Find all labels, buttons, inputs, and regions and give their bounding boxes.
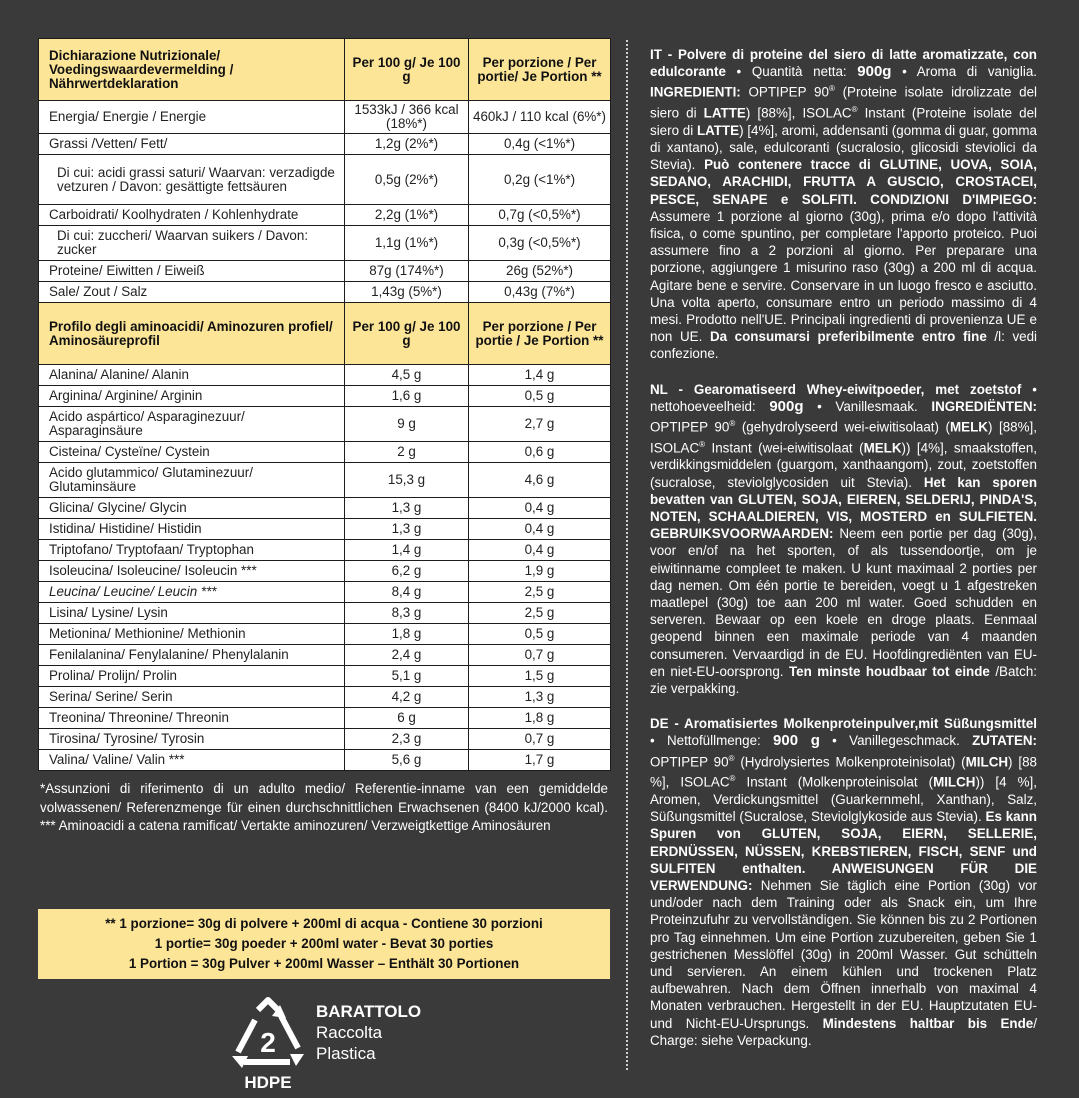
it-allergens: Può contenere tracce di GLUTINE, UOVA, SOIA, SEDANO, ARACHIDI, FRUTTA A GUSCIO, CROSTACEI, PESCE, SENAPE e SOLFITI. CONDIZIONI D'IMPIEGO: bbox=[650, 157, 1037, 207]
amino-per100: 6,2 g bbox=[345, 561, 469, 582]
de-allergens: Es kann Spuren von GLUTEN, SOJA, EIERN, SELLERIE, ERDNÜSSEN, NÜSSEN, KREBSTIEREN, FISCH, SENF und SULFITEN enthalten. ANWEISUNGEN FÜR DIE VERWENDUNG: bbox=[650, 809, 1037, 893]
nutrient-per100: 1533kJ / 366 kcal (18%*) bbox=[345, 101, 469, 134]
nl-usage: Neem een portie per dag (30g), voor en/of na het sporten, of als tussendoortje, om je eiwitinname compleet te maken. U kunt maximaal 2 porties per dag nemen. Om één portie te bereiden, voegt u 1 afgestreken maatlepel (30g) toe aan 200 ml water. Goed schudden en serveren. Bewaar op een koele en droge plaats. Eenmaal geopend binnen een maximale periode van 4 maanden consumeren. Vervaardigd in de EU. Hoofdingrediënten van EU- en niet-EU-oorsprong. bbox=[650, 526, 1037, 679]
recycle-code: HDPE bbox=[244, 1073, 292, 1092]
amino-label: Valina/ Valine/ Valin *** bbox=[39, 750, 345, 771]
nutrient-per100: 1,2g (2%*) bbox=[345, 134, 469, 155]
amino-row bbox=[39, 407, 611, 442]
amino-row bbox=[39, 519, 611, 540]
amino-label: Serina/ Serine/ Serin bbox=[39, 687, 345, 708]
de-ing3: ) [88 %], ISOLAC bbox=[650, 754, 1037, 790]
de-batch: / Charge: siehe Verpackung. bbox=[650, 1015, 1037, 1048]
amino-per100: 8,4 g bbox=[345, 582, 469, 603]
portion-line-nl: 1 portie= 30g poeder + 200ml water - Bevat 30 porties bbox=[154, 936, 494, 951]
amino-label: Glicina/ Glycine/ Glycin bbox=[39, 498, 345, 519]
amino-perportion: 2,7 g bbox=[469, 407, 611, 442]
nutrient-label: Grassi /Vetten/ Fett/ bbox=[39, 134, 345, 155]
it-aroma: • Aroma di vaniglia. bbox=[891, 64, 1037, 80]
amino-perportion: 1,8 g bbox=[469, 708, 611, 729]
amino-per100: 5,1 g bbox=[345, 666, 469, 687]
amino-per100: 1,3 g bbox=[345, 519, 469, 540]
nutrient-label: Di cui: zuccheri/ Waarvan suikers / Davon: zucker bbox=[39, 226, 345, 261]
nutrition-row bbox=[39, 282, 611, 303]
text-dutch bbox=[650, 381, 1037, 698]
portion-box bbox=[38, 909, 610, 979]
recycling-label bbox=[316, 1001, 421, 1064]
amino-label: Acido glutammico/ Glutaminezuur/ Glutaminsäure bbox=[39, 463, 345, 498]
nl-allergen-melk: MELK bbox=[863, 440, 902, 456]
de-allergen-milch: MILCH bbox=[965, 754, 1009, 770]
amino-row bbox=[39, 386, 611, 407]
amino-per100: 1,4 g bbox=[345, 540, 469, 561]
amino-perportion: 0,7 g bbox=[469, 729, 611, 750]
recycle-line-3: Plastica bbox=[316, 1044, 376, 1063]
nutrition-row bbox=[39, 155, 611, 205]
nl-ing3: ) [88%], ISOLAC bbox=[650, 419, 1037, 456]
nl-qty-label: • nettohoeveelheid: bbox=[650, 381, 1037, 414]
nl-best-before: Ten minste houdbaar tot einde bbox=[788, 663, 990, 679]
amino-per100: 4,2 g bbox=[345, 687, 469, 708]
amino-label: Istidina/ Histidine/ Histidin bbox=[39, 519, 345, 540]
nl-aroma: • Vanillesmaak. bbox=[803, 398, 932, 414]
nutrition-header-per100: Per 100 g/ Je 100 g bbox=[345, 39, 469, 101]
amino-label: Lisina/ Lysine/ Lysin bbox=[39, 603, 345, 624]
reg-mark: ® bbox=[729, 419, 736, 428]
amino-row bbox=[39, 463, 611, 498]
amino-perportion: 2,5 g bbox=[469, 582, 611, 603]
de-allergen-milch: MILCH bbox=[933, 774, 976, 790]
nutrient-perportion: 0,2g (<1%*) bbox=[469, 155, 611, 205]
it-best-before: Da consumarsi preferibilmente entro fine bbox=[709, 329, 987, 345]
nutrition-header-row bbox=[39, 39, 611, 101]
amino-per100: 9 g bbox=[345, 407, 469, 442]
amino-per100: 1,8 g bbox=[345, 624, 469, 645]
reg-mark: ® bbox=[728, 753, 735, 763]
de-ing-label: ZUTATEN: bbox=[972, 733, 1038, 749]
reg-mark: ® bbox=[699, 439, 706, 449]
amino-perportion: 1,9 g bbox=[469, 561, 611, 582]
amino-row bbox=[39, 687, 611, 708]
amino-header-perportion: Per porzione / Per portie / Je Portion ** bbox=[469, 303, 611, 365]
de-title: DE - Aromatisiertes Molkenproteinpulver,mit Süßungsmittel bbox=[650, 716, 1037, 732]
nl-ing5: )) [4%], smaakstoffen, verdikkingsmiddelen (guargom, xanthaangom), zout, zoetstoffen (sucralose, steviolglycosiden uit Stevia). bbox=[650, 440, 1037, 490]
nutrient-perportion: 460kJ / 110 kcal (6%*) bbox=[469, 101, 611, 134]
amino-row bbox=[39, 603, 611, 624]
de-best-before: Mindestens haltbar bis Ende bbox=[822, 1015, 1034, 1031]
nutrient-perportion: 26g (52%*) bbox=[469, 261, 611, 282]
reg-mark: ® bbox=[851, 105, 858, 115]
nl-batch: /Batch: zie verpakking. bbox=[650, 663, 1038, 696]
nutrition-row bbox=[39, 226, 611, 261]
portion-line-it: ** 1 porzione= 30g di polvere + 200ml di acqua - Contiene 30 porzioni bbox=[105, 916, 543, 931]
nl-ing2: (gehydrolyseerd wei-eiwitisolaat) ( bbox=[735, 419, 951, 435]
amino-row bbox=[39, 498, 611, 519]
de-ing4: Instant (Molkenproteinisolat ( bbox=[735, 774, 934, 790]
amino-row bbox=[39, 708, 611, 729]
it-allergen-latte: LATTE bbox=[703, 105, 746, 121]
nutrition-row bbox=[39, 134, 611, 155]
nutrition-header-label: Dichiarazione Nutrizionale/ Voedingswaardevermelding / Nährwertdeklaration bbox=[39, 39, 345, 101]
amino-perportion: 0,5 g bbox=[469, 386, 611, 407]
amino-per100: 5,6 g bbox=[345, 750, 469, 771]
amino-perportion: 0,4 g bbox=[469, 498, 611, 519]
amino-header-per100: Per 100 g/ Je 100 g bbox=[345, 303, 469, 365]
nutrient-per100: 87g (174%*) bbox=[345, 261, 469, 282]
amino-per100: 4,5 g bbox=[345, 365, 469, 386]
it-usage: Assumere 1 porzione al giorno (30g), prima e/o dopo l'attività fisica, o come spuntino, per completare l'apporto proteico. Puoi assumere fino a 2 porzioni al giorno. Per preparare una porzione, aggiungere 1 misurino raso (30g) a 200 ml di acqua. Agitare bene e servire. Conservare in un luogo fresco e asciutto. Una volta aperto, consumare entro un periodo massimo di 4 mesi. Prodotto nell'UE. Principali ingredienti di provenienza UE e non UE. bbox=[650, 208, 1037, 345]
amino-per100: 1,3 g bbox=[345, 498, 469, 519]
nutrient-perportion: 0,4g (<1%*) bbox=[469, 134, 611, 155]
amino-row bbox=[39, 540, 611, 561]
amino-perportion: 0,5 g bbox=[469, 624, 611, 645]
nutrition-row bbox=[39, 261, 611, 282]
amino-label: Fenilalanina/ Fenylalanine/ Phenylalanin bbox=[39, 645, 345, 666]
de-ing2: (Hydrolysiertes Molkenproteinisolat) ( bbox=[734, 754, 966, 770]
it-qty-label: • Quantità netta: bbox=[725, 64, 858, 80]
amino-header-label: Profilo degli aminoacidi/ Aminozuren profiel/ Aminosäureprofil bbox=[39, 303, 345, 365]
nutrient-per100: 0,5g (2%*) bbox=[345, 155, 469, 205]
amino-perportion: 4,6 g bbox=[469, 463, 611, 498]
it-title: IT - Polvere di proteine del siero di latte aromatizzate, con edulcorante bbox=[650, 47, 1037, 80]
it-ing3: ) [88%], ISOLAC bbox=[745, 105, 852, 121]
text-italian bbox=[650, 46, 1037, 363]
it-ing1: OPTIPEP 90 bbox=[740, 84, 829, 100]
amino-perportion: 0,4 g bbox=[469, 540, 611, 561]
de-qty: 900 g bbox=[773, 732, 820, 750]
nl-ing1: OPTIPEP 90 bbox=[650, 419, 730, 435]
de-aroma: • Vanillegeschmack. bbox=[819, 733, 973, 749]
nl-ing4: Instant (wei-eiwitisolaat ( bbox=[705, 440, 864, 456]
amino-row bbox=[39, 750, 611, 771]
amino-perportion: 1,5 g bbox=[469, 666, 611, 687]
amino-perportion: 1,4 g bbox=[469, 365, 611, 386]
amino-header-row bbox=[39, 303, 611, 365]
it-batch: /l: vedi confezione. bbox=[650, 329, 1038, 362]
de-ing5: )) [4 %], Aromen, Verdickungsmittel (Guarkernmehl, Xanthan), Salz, Süßungsmittel (Sucralose, Steviolglykoside aus Stevia). bbox=[650, 774, 1037, 825]
amino-label: Prolina/ Proliјn/ Prolin bbox=[39, 666, 345, 687]
reg-mark: ® bbox=[828, 84, 835, 94]
amino-per100: 6 g bbox=[345, 708, 469, 729]
recycle-line-2: Raccolta bbox=[316, 1023, 383, 1042]
amino-perportion: 2,5 g bbox=[469, 603, 611, 624]
amino-row bbox=[39, 666, 611, 687]
amino-perportion: 1,3 g bbox=[469, 687, 611, 708]
amino-perportion: 0,6 g bbox=[469, 442, 611, 463]
footnote: *Assunzioni di riferimento di un adulto medio/ Referentie-inname van een gemiddelde volwassenen/ Referenzmenge für einen durchschnittlichen Erwachsenen (8400 kJ/2000 kcal). *** Aminoacidi a catena ramificat/ Vertakte aminozuren/ Verzweigtkettige Aminosäuren bbox=[40, 781, 608, 833]
amino-per100: 1,6 g bbox=[345, 386, 469, 407]
dotted-divider bbox=[626, 40, 628, 1070]
amino-label: Isoleucina/ Isoleucine/ Isoleucin *** bbox=[39, 561, 345, 582]
de-qty-label: • Nettofüllmenge: bbox=[650, 733, 774, 749]
de-usage: Nehmen Sie täglich eine Portion (30g) vor und/oder nach dem Training oder als Snack ein, um Ihre Proteinzufuhr zu vervollständigen. Sie können bis zu 2 Portionen pro Tag einnehmen. Um eine Portion zuzubereiten, geben Sie 1 gestrichenen Messlöffel (30g) in 200ml Wasser. Gut schütteln und servieren. An einem kühlen und trockenen Platz aufbewahren. Nach dem Öffnen innerhalb von maximal 4 Monaten verbrauchen. Hergestellt in der EU. Hauptzutaten EU- und Nicht-EU-Ursprungs. bbox=[650, 877, 1037, 1031]
product-text bbox=[650, 46, 1037, 1067]
nutrient-per100: 2,2g (1%*) bbox=[345, 205, 469, 226]
it-allergen-latte: LATTE bbox=[696, 122, 740, 138]
amino-label: Treonina/ Threonine/ Threonin bbox=[39, 708, 345, 729]
text-german bbox=[650, 715, 1037, 1049]
amino-label: Acido aspártico/ Asparaginezuur/ Asparaginsäure bbox=[39, 407, 345, 442]
amino-per100: 2,4 g bbox=[345, 645, 469, 666]
nutrient-perportion: 0,43g (7%*) bbox=[469, 282, 611, 303]
recycling-icon bbox=[228, 996, 308, 1092]
nutrient-perportion: 0,3g (<0,5%*) bbox=[469, 226, 611, 261]
amino-per100: 15,3 g bbox=[345, 463, 469, 498]
amino-per100: 8,3 g bbox=[345, 603, 469, 624]
recycle-triangle-icon bbox=[228, 996, 308, 1092]
reg-mark: ® bbox=[729, 774, 736, 784]
amino-label: Leucina/ Leucine/ Leucin *** bbox=[39, 582, 345, 603]
nutrient-perportion: 0,7g (<0,5%*) bbox=[469, 205, 611, 226]
amino-label: Alanina/ Alanine/ Alanin bbox=[39, 365, 345, 386]
nutrient-label: Carboidrati/ Koolhydraten / Kohlenhydrate bbox=[39, 205, 345, 226]
nl-ing-label: INGREDIËNTEN: bbox=[931, 398, 1038, 414]
amino-row bbox=[39, 582, 611, 603]
nutrient-per100: 1,43g (5%*) bbox=[345, 282, 469, 303]
amino-row bbox=[39, 645, 611, 666]
amino-label: Cisteina/ Cysteïne/ Cystein bbox=[39, 442, 345, 463]
amino-perportion: 0,7 g bbox=[469, 645, 611, 666]
amino-per100: 2,3 g bbox=[345, 729, 469, 750]
nutrient-label: Proteine/ Eiwitten / Eiweiß bbox=[39, 261, 345, 282]
it-qty: 900g bbox=[857, 63, 892, 81]
nl-qty: 900g bbox=[769, 397, 804, 415]
nl-title: NL - Gearomatiseerd Whey-eiwitpoeder, met zoetstof bbox=[650, 381, 1022, 397]
nl-allergen-melk: MELK bbox=[950, 419, 988, 435]
nutrition-header-perportion: Per porzione / Per portie/ Je Portion ** bbox=[469, 39, 611, 101]
nutrient-label: Energia/ Energie / Energie bbox=[39, 101, 345, 134]
nutrition-row bbox=[39, 101, 611, 134]
nutrition-panel bbox=[38, 38, 610, 836]
de-ing1: OPTIPEP 90 bbox=[650, 754, 729, 770]
amino-label: Tirosina/ Tyrosine/ Tyrosin bbox=[39, 729, 345, 750]
amino-per100: 2 g bbox=[345, 442, 469, 463]
nutrient-per100: 1,1g (1%*) bbox=[345, 226, 469, 261]
nutrition-table bbox=[38, 38, 611, 771]
it-ing5: ) [4%], aromi, addensanti (gomma di guar, gomma di xantano), sale, edulcoranti (sucralosio, glicosidi steviolici da Stevia). bbox=[650, 122, 1037, 173]
portion-line-de: 1 Portion = 30g Pulver + 200ml Wasser – Enthält 30 Portionen bbox=[128, 956, 520, 971]
amino-row bbox=[39, 729, 611, 750]
amino-perportion: 0,4 g bbox=[469, 519, 611, 540]
amino-row bbox=[39, 442, 611, 463]
recycle-number: 2 bbox=[260, 1027, 276, 1058]
amino-label: Arginina/ Arginine/ Arginin bbox=[39, 386, 345, 407]
amino-perportion: 1,7 g bbox=[469, 750, 611, 771]
it-ing4: Instant (Proteine isolate del siero di bbox=[650, 105, 1037, 138]
nutrient-label: Sale/ Zout / Salz bbox=[39, 282, 345, 303]
it-ing-label: INGREDIENTI: bbox=[650, 84, 741, 100]
it-ing2: (Proteine isolate idrolizzate del siero di bbox=[650, 84, 1037, 121]
amino-label: Metionina/ Methionine/ Methionin bbox=[39, 624, 345, 645]
nutrient-label: Di cui: acidi grassi saturi/ Waarvan: verzadigde vetzuren / Davon: gesättigte fettsäuren bbox=[39, 155, 345, 205]
nutrition-row bbox=[39, 205, 611, 226]
recycle-line-1: BARATTOLO bbox=[316, 1002, 422, 1021]
nl-allergens: Het kan sporen bevatten van GLUTEN, SOJA, EIEREN, SELDERIJ, PINDA'S, NOTEN, SCHAALDIEREN, VIS, MOSTERD en SULFIETEN. GEBRUIKSVOORWAARDEN: bbox=[650, 474, 1037, 542]
amino-row bbox=[39, 624, 611, 645]
amino-label: Triptofano/ Tryptofaan/ Tryptophan bbox=[39, 540, 345, 561]
amino-row bbox=[39, 561, 611, 582]
amino-row bbox=[39, 365, 611, 386]
